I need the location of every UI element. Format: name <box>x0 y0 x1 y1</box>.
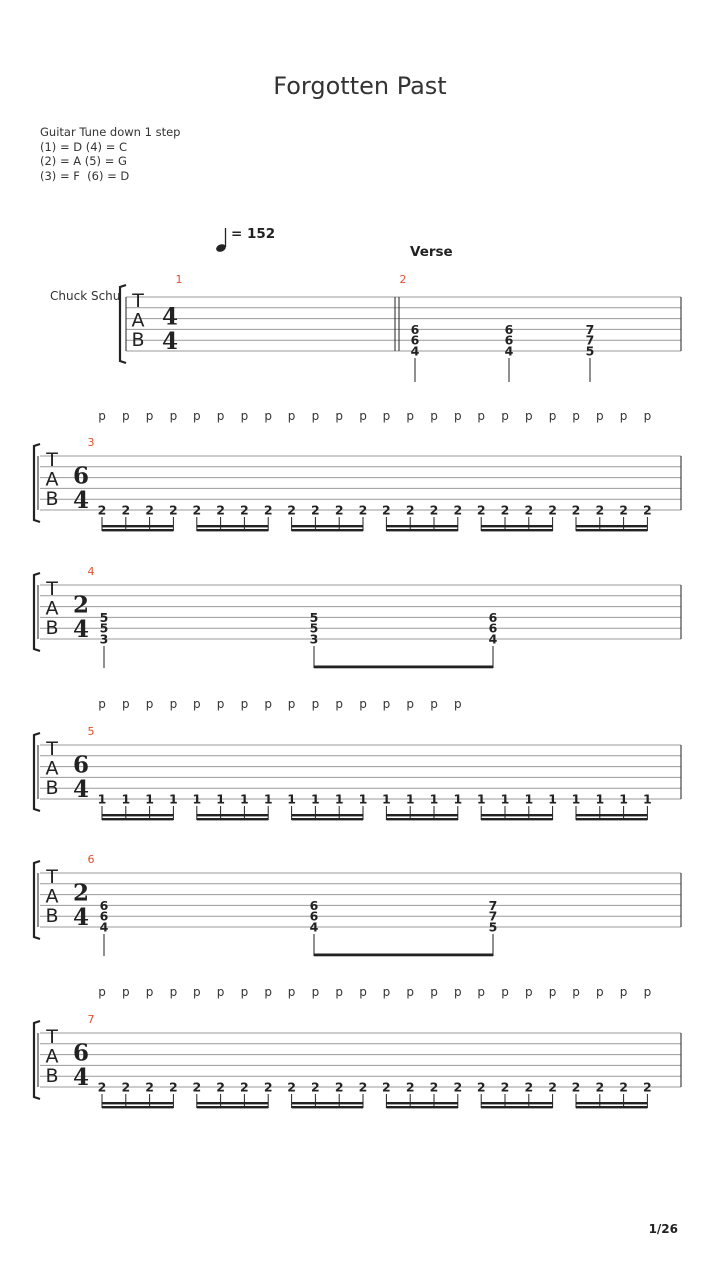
palm-mute-mark: p <box>145 985 154 999</box>
beam-primary <box>481 1102 552 1104</box>
song-title: Forgotten Past <box>273 72 447 100</box>
fret-number: 1 <box>216 791 225 807</box>
time-signature-bottom: 4 <box>72 1064 90 1091</box>
beam-primary <box>386 1102 457 1104</box>
palm-mute-mark: p <box>121 409 130 423</box>
fret-number: 1 <box>643 791 652 807</box>
system-bracket <box>34 444 40 522</box>
palm-mute-mark: p <box>619 985 628 999</box>
fret-number: 2 <box>216 1079 225 1095</box>
fret-number: 1 <box>453 791 463 807</box>
fret-number: 2 <box>382 1079 391 1095</box>
time-signature-bottom: 4 <box>72 487 90 514</box>
fret-number: 2 <box>311 502 320 518</box>
page-number: 1/26 <box>648 1222 678 1236</box>
palm-mute-mark: p <box>595 985 604 999</box>
fret-number: 1 <box>476 791 486 807</box>
fret-number: 2 <box>405 1079 415 1095</box>
fret-number: 1 <box>382 791 391 807</box>
beam-primary <box>576 525 647 527</box>
system-bracket <box>34 733 40 811</box>
fret-number: 2 <box>476 1079 486 1095</box>
fret-number: 6 <box>99 897 109 913</box>
fret-number: 1 <box>311 791 320 807</box>
palm-mute-mark: p <box>359 697 367 711</box>
fret-number: 2 <box>287 502 296 518</box>
fret-number: 1 <box>524 791 534 807</box>
beam-primary <box>386 814 457 816</box>
beam-secondary <box>481 818 552 820</box>
tab-clef-letter: B <box>45 488 59 511</box>
fret-number: 6 <box>488 609 498 625</box>
time-signature-top: 2 <box>72 591 90 619</box>
palm-mute-mark: p <box>98 985 106 999</box>
beam-secondary <box>386 818 457 820</box>
fret-number: 5 <box>309 609 319 625</box>
fret-number: 1 <box>500 791 510 807</box>
palm-mute-mark: p <box>477 409 486 423</box>
beam-secondary <box>481 529 552 531</box>
fret-number: 7 <box>585 332 595 348</box>
fret-number: 2 <box>334 502 344 518</box>
tab-clef-letter: A <box>131 309 145 332</box>
fret-number: 1 <box>429 791 439 807</box>
beam-secondary <box>386 1106 457 1108</box>
fret-number: 2 <box>192 502 202 518</box>
palm-mute-mark: p <box>121 697 130 711</box>
palm-mute-mark: p <box>501 985 509 999</box>
tab-clef-letter: B <box>45 617 59 640</box>
fret-number: 5 <box>99 609 109 625</box>
palm-mute-mark: p <box>169 697 178 711</box>
fret-number: 2 <box>548 1079 557 1095</box>
fret-number: 2 <box>524 502 534 518</box>
fret-number: 2 <box>216 502 225 518</box>
beam-secondary <box>102 818 173 820</box>
palm-mute-mark: p <box>287 409 296 423</box>
fret-number: 2 <box>643 1079 652 1095</box>
fret-number: 2 <box>287 1079 296 1095</box>
palm-mute-mark: p <box>453 409 462 423</box>
palm-mute-mark: p <box>287 985 296 999</box>
tab-clef-letter: T <box>46 449 58 472</box>
time-signature-top: 4 <box>161 303 179 331</box>
fret-number: 2 <box>524 1079 534 1095</box>
time-signature-top: 6 <box>72 1039 90 1067</box>
fret-number: 2 <box>358 1079 368 1095</box>
beam-eighth <box>314 954 493 957</box>
time-signature-top: 2 <box>72 879 90 907</box>
time-signature-bottom: 4 <box>72 904 90 931</box>
fret-number: 5 <box>488 919 498 935</box>
measure-number: 1 <box>175 273 183 286</box>
beam-primary <box>481 525 552 527</box>
measure-number: 6 <box>87 853 95 866</box>
fret-number: 2 <box>240 502 249 518</box>
palm-mute-mark: p <box>430 985 438 999</box>
fret-number: 2 <box>169 1079 178 1095</box>
fret-number: 1 <box>240 791 249 807</box>
palm-mute-mark: p <box>335 409 344 423</box>
tab-clef-letter: T <box>46 738 58 761</box>
palm-mute-mark: p <box>145 697 154 711</box>
fret-number: 6 <box>504 332 514 348</box>
beam-secondary <box>576 818 647 820</box>
fret-number: 2 <box>358 502 368 518</box>
palm-mute-mark: p <box>359 409 367 423</box>
beam-secondary <box>197 818 268 820</box>
beam-secondary <box>102 1106 173 1108</box>
palm-mute-mark: p <box>453 985 462 999</box>
fret-number: 2 <box>169 502 178 518</box>
measure-number: 5 <box>87 725 95 738</box>
fret-number: 1 <box>548 791 557 807</box>
palm-mute-mark: p <box>121 985 130 999</box>
fret-number: 6 <box>309 908 319 924</box>
tab-clef-letter: T <box>46 866 58 889</box>
time-signature-bottom: 4 <box>72 776 90 803</box>
beam-secondary <box>481 1106 552 1108</box>
tab-clef-letter: B <box>131 329 145 352</box>
palm-mute-mark: p <box>98 697 106 711</box>
fret-number: 1 <box>619 791 628 807</box>
measure-number: 7 <box>87 1013 95 1026</box>
fret-number: 1 <box>334 791 344 807</box>
palm-mute-mark: p <box>216 985 225 999</box>
palm-mute-mark: p <box>192 985 201 999</box>
fret-number: 2 <box>334 1079 344 1095</box>
fret-number: 2 <box>548 502 557 518</box>
tuning-line: (3) = F (6) = D <box>40 168 130 183</box>
palm-mute-mark: p <box>216 409 225 423</box>
palm-mute-mark: p <box>406 697 415 711</box>
fret-number: 2 <box>500 1079 510 1095</box>
palm-mute-mark: p <box>548 985 557 999</box>
fret-number: 1 <box>192 791 202 807</box>
time-signature-bottom: 4 <box>161 328 179 355</box>
fret-number: 2 <box>595 1079 605 1095</box>
palm-mute-mark: p <box>643 409 652 423</box>
fret-number: 2 <box>595 502 605 518</box>
fret-number: 5 <box>99 620 109 636</box>
tab-clef-letter: A <box>45 1045 59 1068</box>
palm-mute-mark: p <box>98 409 106 423</box>
fret-number: 2 <box>311 1079 320 1095</box>
palm-mute-mark: p <box>264 697 273 711</box>
fret-number: 2 <box>429 1079 439 1095</box>
palm-mute-mark: p <box>382 697 391 711</box>
fret-number: 6 <box>488 620 498 636</box>
fret-number: 1 <box>405 791 415 807</box>
palm-mute-mark: p <box>240 409 249 423</box>
beam-secondary <box>292 818 363 820</box>
tab-clef-letter: A <box>45 757 59 780</box>
palm-mute-mark: p <box>145 409 154 423</box>
beam-primary <box>197 1102 268 1104</box>
palm-mute-mark: p <box>406 985 415 999</box>
fret-number: 2 <box>192 1079 202 1095</box>
fret-number: 2 <box>476 502 486 518</box>
tab-clef-letter: T <box>46 578 58 601</box>
fret-number: 2 <box>429 502 439 518</box>
beam-secondary <box>197 1106 268 1108</box>
time-signature-bottom: 4 <box>72 616 90 643</box>
palm-mute-mark: p <box>335 697 344 711</box>
beam-primary <box>576 1102 647 1104</box>
fret-number: 4 <box>488 631 498 647</box>
tab-clef-letter: B <box>45 777 59 800</box>
palm-mute-mark: p <box>643 985 652 999</box>
palm-mute-mark: p <box>406 409 415 423</box>
tab-clef-letter: T <box>132 290 144 313</box>
fret-number: 2 <box>145 502 154 518</box>
palm-mute-mark: p <box>311 409 320 423</box>
fret-number: 7 <box>488 897 498 913</box>
fret-number: 2 <box>263 1079 273 1095</box>
fret-number: 4 <box>504 343 514 359</box>
system-bracket <box>34 573 40 651</box>
palm-mute-mark: p <box>619 409 628 423</box>
palm-mute-mark: p <box>311 985 320 999</box>
palm-mute-mark: p <box>192 409 201 423</box>
palm-mute-mark: p <box>169 985 178 999</box>
fret-number: 2 <box>405 502 415 518</box>
fret-number: 1 <box>571 791 581 807</box>
palm-mute-mark: p <box>264 985 273 999</box>
palm-mute-mark: p <box>595 409 604 423</box>
palm-mute-mark: p <box>264 409 273 423</box>
beam-primary <box>292 1102 363 1104</box>
palm-mute-mark: p <box>240 985 249 999</box>
fret-number: 6 <box>410 321 420 337</box>
tab-clef-letter: T <box>46 1026 58 1049</box>
measure-number: 3 <box>87 436 95 449</box>
palm-mute-mark: p <box>311 697 320 711</box>
fret-number: 2 <box>500 502 510 518</box>
beam-primary <box>481 814 552 816</box>
fret-number: 2 <box>453 1079 463 1095</box>
fret-number: 4 <box>309 919 319 935</box>
tuning-line: (2) = A (5) = G <box>40 154 127 168</box>
fret-number: 1 <box>287 791 296 807</box>
palm-mute-mark: p <box>335 985 344 999</box>
tab-clef-letter: A <box>45 885 59 908</box>
fret-number: 6 <box>410 332 420 348</box>
palm-mute-mark: p <box>382 409 391 423</box>
fret-number: 5 <box>585 343 595 359</box>
fret-number: 5 <box>309 620 319 636</box>
fret-number: 1 <box>169 791 178 807</box>
tempo-value: = 152 <box>231 226 276 242</box>
beam-secondary <box>386 529 457 531</box>
fret-number: 2 <box>453 502 463 518</box>
section-label: Verse <box>410 244 453 260</box>
palm-mute-mark: p <box>477 985 486 999</box>
palm-mute-mark: p <box>453 697 462 711</box>
fret-number: 6 <box>504 321 514 337</box>
beam-secondary <box>576 529 647 531</box>
beam-primary <box>292 525 363 527</box>
tab-clef-letter: A <box>45 468 59 491</box>
fret-number: 4 <box>99 919 109 935</box>
beam-primary <box>197 525 268 527</box>
fret-number: 2 <box>643 502 652 518</box>
palm-mute-mark: p <box>572 409 580 423</box>
fret-number: 4 <box>410 343 420 359</box>
fret-number: 1 <box>595 791 605 807</box>
palm-mute-mark: p <box>572 985 580 999</box>
fret-number: 2 <box>121 502 131 518</box>
tuning-header: Guitar Tune down 1 step <box>40 125 181 139</box>
palm-mute-mark: p <box>382 985 391 999</box>
palm-mute-mark: p <box>524 985 533 999</box>
system-bracket <box>34 1021 40 1099</box>
beam-eighth <box>314 666 493 669</box>
palm-mute-mark: p <box>524 409 533 423</box>
palm-mute-mark: p <box>430 409 438 423</box>
fret-number: 1 <box>97 791 107 807</box>
beam-primary <box>102 1102 173 1104</box>
fret-number: 1 <box>145 791 154 807</box>
beam-secondary <box>292 529 363 531</box>
tuning-line: (1) = D (4) = C <box>40 139 128 154</box>
beam-secondary <box>197 529 268 531</box>
beam-primary <box>386 525 457 527</box>
beam-primary <box>102 814 173 816</box>
fret-number: 2 <box>382 502 391 518</box>
tab-clef-letter: B <box>45 1065 59 1088</box>
measure-number: 2 <box>399 273 407 286</box>
fret-number: 1 <box>263 791 273 807</box>
time-signature-top: 6 <box>72 751 90 779</box>
fret-number: 1 <box>121 791 131 807</box>
fret-number: 2 <box>97 502 107 518</box>
beam-primary <box>576 814 647 816</box>
tab-clef-letter: B <box>45 905 59 928</box>
beam-primary <box>102 525 173 527</box>
fret-number: 2 <box>263 502 273 518</box>
fret-number: 3 <box>99 631 109 647</box>
fret-number: 7 <box>585 321 595 337</box>
tab-clef-letter: A <box>45 597 59 620</box>
fret-number: 6 <box>309 897 319 913</box>
beam-primary <box>292 814 363 816</box>
palm-mute-mark: p <box>501 409 509 423</box>
fret-number: 1 <box>358 791 368 807</box>
palm-mute-mark: p <box>359 985 367 999</box>
fret-number: 2 <box>145 1079 154 1095</box>
system-bracket <box>34 861 40 939</box>
fret-number: 2 <box>571 502 581 518</box>
measure-number: 4 <box>87 565 95 578</box>
instrument-label: Chuck Schu <box>50 289 121 303</box>
beam-secondary <box>292 1106 363 1108</box>
palm-mute-mark: p <box>169 409 178 423</box>
fret-number: 2 <box>121 1079 131 1095</box>
palm-mute-mark: p <box>216 697 225 711</box>
fret-number: 3 <box>309 631 319 647</box>
beam-primary <box>197 814 268 816</box>
fret-number: 2 <box>240 1079 249 1095</box>
palm-mute-mark: p <box>192 697 201 711</box>
time-signature-top: 6 <box>72 462 90 490</box>
palm-mute-mark: p <box>548 409 557 423</box>
system-bracket <box>120 285 126 363</box>
fret-number: 6 <box>99 908 109 924</box>
palm-mute-mark: p <box>287 697 296 711</box>
fret-number: 7 <box>488 908 498 924</box>
fret-number: 2 <box>571 1079 581 1095</box>
beam-secondary <box>102 529 173 531</box>
palm-mute-mark: p <box>430 697 438 711</box>
fret-number: 2 <box>97 1079 107 1095</box>
palm-mute-mark: p <box>240 697 249 711</box>
fret-number: 2 <box>619 502 628 518</box>
fret-number: 2 <box>619 1079 628 1095</box>
beam-secondary <box>576 1106 647 1108</box>
